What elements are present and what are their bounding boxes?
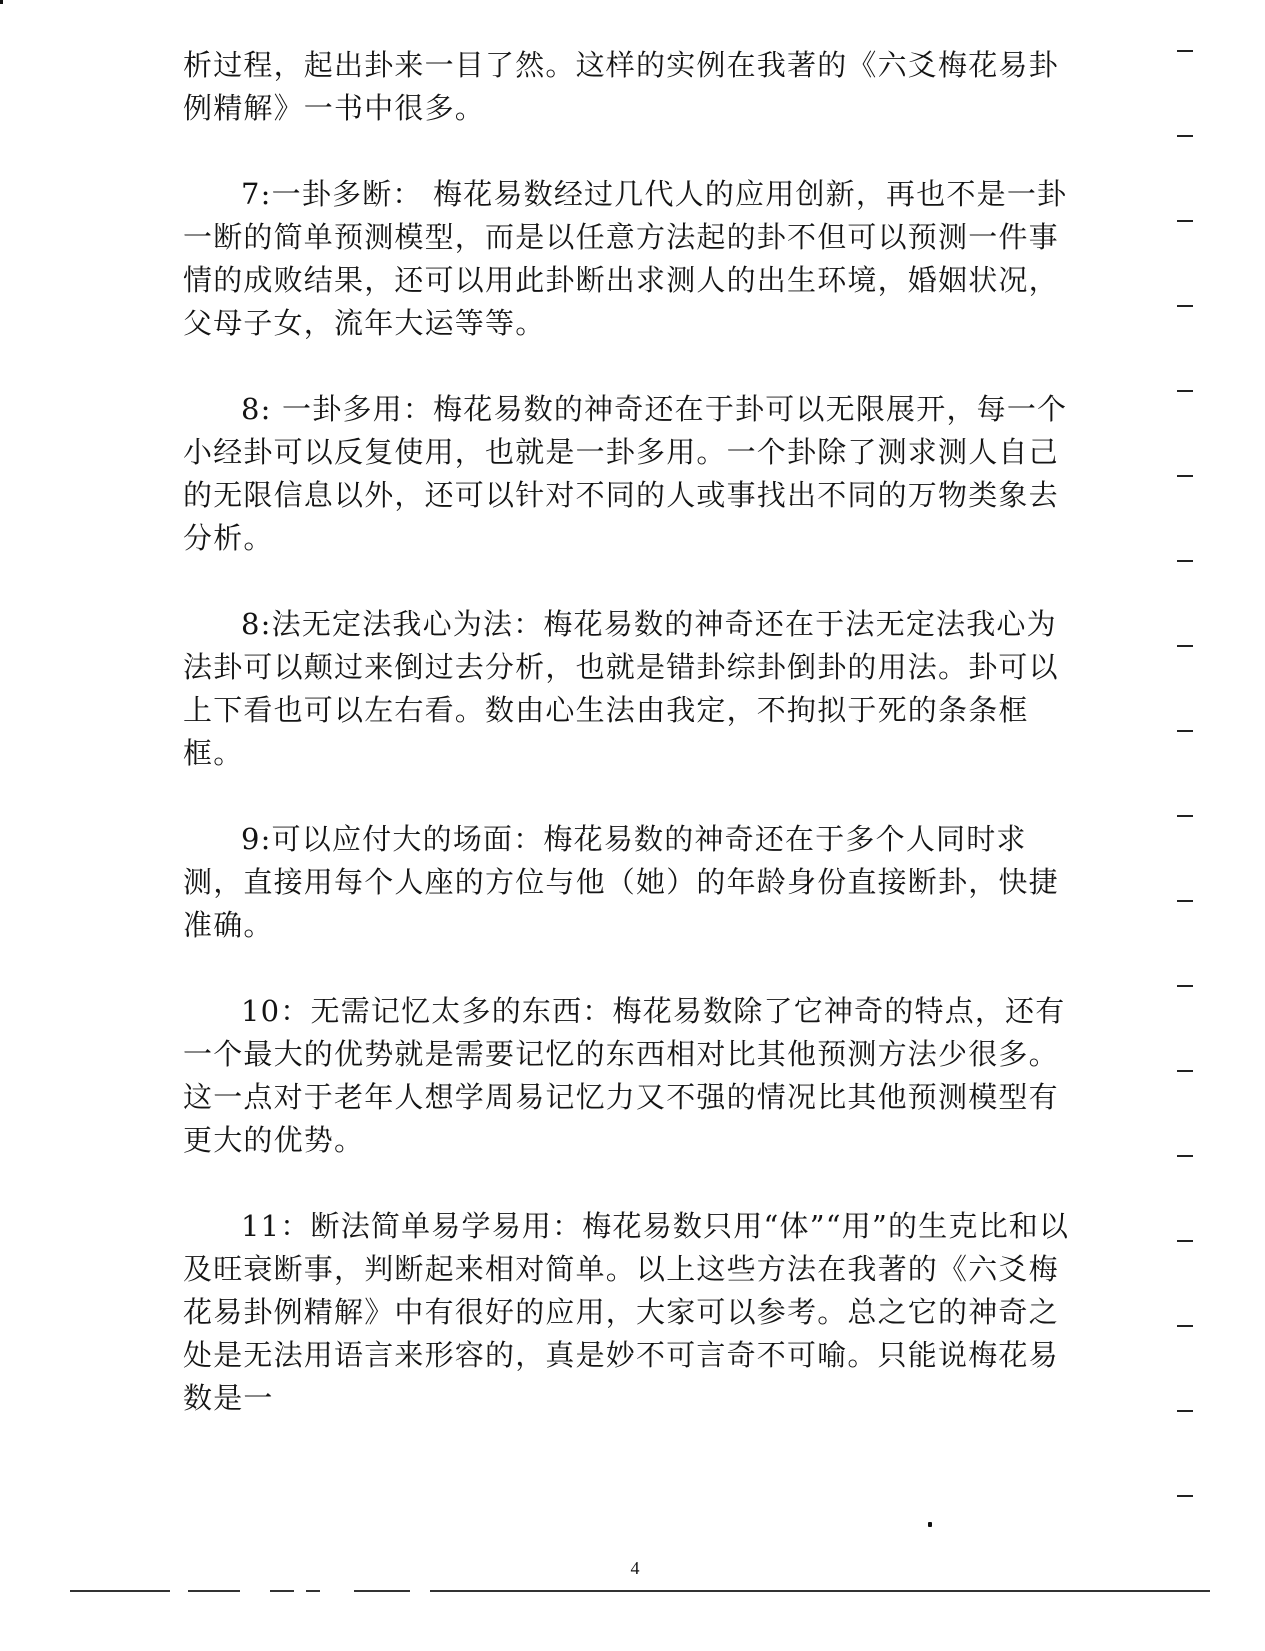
margin-mark bbox=[1177, 1240, 1193, 1242]
scan-artifact bbox=[0, 0, 3, 4]
paragraph-4: 8:法无定法我心为法：梅花易数的神奇还在于法无定法我心为法卦可以颠过来倒过去分析，也就是错卦综卦倒卦的用法。卦可以上下看也可以左右看。数由心生法由我定，不拘拟于死的条条框框。 bbox=[183, 607, 1059, 770]
margin-mark bbox=[1177, 1325, 1193, 1327]
margin-mark bbox=[1177, 985, 1193, 987]
margin-mark bbox=[1177, 1410, 1193, 1412]
margin-mark bbox=[1177, 560, 1193, 562]
margin-mark bbox=[1177, 475, 1193, 477]
body-text bbox=[183, 44, 1073, 1463]
paragraph-1: 析过程，起出卦来一目了然。这样的实例在我著的《六爻梅花易卦例精解》一书中很多。 bbox=[183, 48, 1059, 125]
margin-mark bbox=[1177, 390, 1193, 392]
margin-mark bbox=[1177, 220, 1193, 222]
margin-mark bbox=[1177, 645, 1193, 647]
paragraph-3: 8: 一卦多用：梅花易数的神奇还在于卦可以无限展开，每一个小经卦可以反复使用，也就是一卦多用。一个卦除了测求测人自己的无限信息以外，还可以针对不同的人或事找出不同的万物类象去分析。 bbox=[183, 392, 1068, 555]
margin-mark bbox=[1177, 730, 1193, 732]
margin-mark bbox=[1177, 305, 1193, 307]
margin-mark bbox=[1177, 135, 1193, 137]
margin-mark bbox=[1177, 50, 1193, 52]
paragraph-2: 7:一卦多断： 梅花易数经过几代人的应用创新，再也不是一卦一断的简单预测模型，而是以任意方法起的卦不但可以预测一件事情的成败结果，还可以用此卦断出求测人的出生环境，婚姻状况，父母子女，流年大运等等。 bbox=[183, 177, 1068, 340]
page-number: 4 bbox=[630, 1558, 640, 1578]
paragraph-6: 10：无需记忆太多的东西：梅花易数除了它神奇的特点，还有一个最大的优势就是需要记忆的东西相对比其他预测方法少很多。这一点对于老年人想学周易记忆力又不强的情况比其他预测模型有更大的优势。 bbox=[183, 994, 1066, 1157]
scan-speck bbox=[928, 1522, 932, 1527]
margin-mark bbox=[1177, 900, 1193, 902]
paragraph-7: 11：断法简单易学易用：梅花易数只用“体”“用”的生克比和以及旺衰断事，判断起来相对简单。以上这些方法在我著的《六爻梅花易卦例精解》中有很好的应用，大家可以参考。总之它的神奇之处是无法用语言来形容的，真是妙不可言奇不可喻。只能说梅花易数是一 bbox=[183, 1209, 1070, 1415]
margin-mark bbox=[1177, 1155, 1193, 1157]
margin-mark bbox=[1177, 1070, 1193, 1072]
footer-rule bbox=[70, 1590, 1210, 1592]
margin-mark bbox=[1177, 1495, 1193, 1497]
paragraph-5: 9:可以应付大的场面：梅花易数的神奇还在于多个人同时求测，直接用每个人座的方位与他（她）的年龄身份直接断卦，快捷准确。 bbox=[183, 822, 1059, 942]
margin-mark bbox=[1177, 815, 1193, 817]
